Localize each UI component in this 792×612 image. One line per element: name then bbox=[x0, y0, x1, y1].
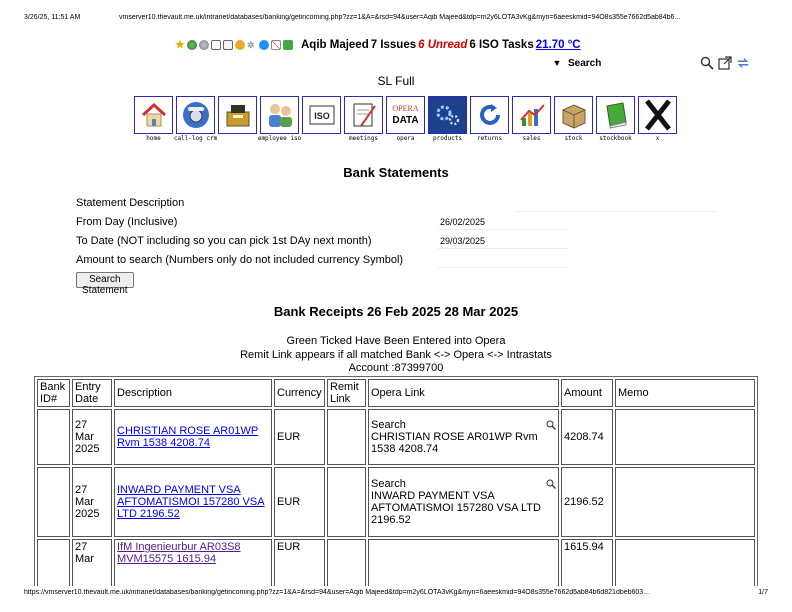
nav-caption: home bbox=[146, 135, 161, 142]
cell-bank-id bbox=[37, 467, 70, 537]
stockbook-icon bbox=[601, 100, 631, 130]
search-icon[interactable] bbox=[546, 479, 556, 489]
cell-memo[interactable] bbox=[615, 467, 755, 537]
cell-amount: 2196.52 bbox=[561, 467, 613, 537]
opera-match-text: CHRISTIAN ROSE AR01WP Rvm 1538 4208.74 bbox=[371, 431, 538, 455]
messenger-icon[interactable] bbox=[259, 40, 269, 50]
col-remit-link[interactable]: Remit Link bbox=[327, 379, 366, 407]
opera-data-icon bbox=[392, 105, 418, 126]
svg-text:ISO: ISO bbox=[313, 111, 330, 121]
cell-entry-date: 27 Mar bbox=[72, 539, 112, 586]
nav-caption: opera bbox=[396, 135, 415, 142]
money-icon[interactable] bbox=[283, 40, 293, 50]
cash-register-icon bbox=[223, 100, 253, 130]
print-footer-url: https://vmserver10.thevault.me.uk/intranet/databases/banking/getincoming.php?zz=1&A=&rsd=94&user=Aqib Majeed&tdp=m2y6LOTA3vKg&myn=6aeeskmid=94O8s355e7662d5ab84b6d821dbeb603... bbox=[24, 589, 650, 596]
receipts-table-container bbox=[34, 376, 758, 586]
cell-entry-date: 27 Mar 2025 bbox=[72, 409, 112, 465]
close-icon bbox=[643, 99, 673, 131]
nav-item-call-log[interactable] bbox=[173, 96, 218, 142]
cell-bank-id bbox=[37, 539, 70, 586]
chevron-down-icon[interactable]: ▼ bbox=[552, 58, 562, 68]
nav-item-opera[interactable] bbox=[386, 96, 425, 142]
table-row bbox=[37, 467, 755, 537]
iso-icon bbox=[307, 100, 337, 130]
nav-item-sales[interactable] bbox=[512, 96, 551, 142]
nav-item-cash[interactable] bbox=[218, 96, 257, 142]
nav-caption: employee iso bbox=[257, 135, 302, 142]
main-navigation bbox=[134, 96, 677, 142]
cell-remit-link bbox=[327, 467, 366, 537]
page-number: 1/7 bbox=[758, 589, 768, 596]
opera-search-box[interactable] bbox=[371, 478, 556, 490]
returns-icon bbox=[475, 100, 505, 130]
receipts-title: Bank Receipts 26 Feb 2025 28 Mar 2025 bbox=[273, 304, 519, 319]
opera-search-label[interactable]: Search bbox=[371, 478, 406, 490]
table-header-row bbox=[37, 379, 755, 407]
cell-amount: 4208.74 bbox=[561, 409, 613, 465]
opera-label: OPERA bbox=[392, 103, 419, 113]
external-link-icon[interactable] bbox=[718, 56, 732, 70]
amount-label: Amount to search (Numbers only do not included currency Symbol) bbox=[76, 254, 404, 266]
issues-count[interactable]: 7 Issues bbox=[370, 39, 417, 51]
print-header bbox=[24, 14, 768, 21]
nav-caption: stock bbox=[564, 135, 583, 142]
meetings-icon bbox=[349, 100, 379, 130]
cell-remit-link bbox=[327, 539, 366, 586]
nav-item-meetings[interactable] bbox=[344, 96, 383, 142]
cell-memo[interactable] bbox=[615, 539, 755, 586]
to-date-label: To Date (NOT including so you can pick 1st DAy next month) bbox=[76, 235, 372, 247]
col-memo[interactable]: Memo bbox=[615, 379, 755, 407]
settings-icon[interactable] bbox=[199, 40, 209, 50]
col-description[interactable]: Description bbox=[114, 379, 272, 407]
col-bank-id[interactable]: Bank ID# bbox=[37, 379, 70, 407]
cell-currency: EUR bbox=[274, 467, 325, 537]
nav-caption: call-log crm bbox=[173, 135, 218, 142]
document-icon[interactable] bbox=[223, 40, 233, 50]
cell-description bbox=[114, 539, 272, 586]
search-icon[interactable] bbox=[700, 56, 714, 70]
data-label: DATA bbox=[392, 114, 419, 126]
info-green-ticked: Green Ticked Have Been Entered into Opera bbox=[286, 335, 506, 347]
search-icon[interactable] bbox=[546, 420, 556, 430]
description-link[interactable]: IfM Ingenieurbur AR03S8 MVM15575 1615.94 bbox=[117, 541, 241, 565]
refresh-arrows-icon[interactable] bbox=[736, 56, 750, 70]
from-date-field[interactable] bbox=[438, 215, 568, 230]
opera-search-label[interactable]: Search bbox=[371, 419, 406, 431]
nav-item-iso[interactable] bbox=[302, 96, 341, 142]
amount-field[interactable] bbox=[438, 253, 568, 268]
print-footer bbox=[24, 589, 768, 596]
cell-entry-date: 27 Mar 2025 bbox=[72, 467, 112, 537]
cell-remit-link bbox=[327, 409, 366, 465]
iso-tasks-count[interactable]: 6 ISO Tasks bbox=[469, 39, 534, 51]
cell-memo[interactable] bbox=[615, 409, 755, 465]
sparkle-icon[interactable]: ✲ bbox=[247, 40, 255, 50]
search-statement-button[interactable]: Search Statement bbox=[76, 272, 134, 288]
description-label: Statement Description bbox=[76, 197, 185, 209]
print-url: vmserver10.thevault.me.uk/intranet/databases/banking/getincoming.php?zz=1&A=&rsd=94&user=Aqib Majeed&tdp=m2y6LOTA3vKg&myn=6aeeskmid=94O8s355e7662d5ab84b6... bbox=[119, 14, 681, 21]
nav-item-home[interactable] bbox=[134, 96, 173, 142]
cell-description bbox=[114, 409, 272, 465]
products-icon bbox=[433, 100, 463, 130]
description-field[interactable] bbox=[516, 197, 716, 212]
col-amount[interactable]: Amount bbox=[561, 379, 613, 407]
help-icon[interactable] bbox=[235, 40, 245, 50]
stock-icon bbox=[559, 100, 589, 130]
search-input[interactable] bbox=[566, 56, 696, 70]
user-status-bar bbox=[175, 37, 625, 53]
nav-item-employee[interactable] bbox=[257, 96, 302, 142]
search-row bbox=[548, 55, 750, 71]
table-row bbox=[37, 409, 755, 465]
cell-currency: EUR bbox=[274, 409, 325, 465]
nav-caption: sales bbox=[522, 135, 541, 142]
employees-icon bbox=[265, 100, 295, 130]
sales-icon bbox=[517, 100, 547, 130]
description-link[interactable]: INWARD PAYMENT VSA AFTOMATISMOI 157280 VSA LTD 2196.52 bbox=[117, 484, 265, 520]
nav-item-close[interactable] bbox=[638, 96, 677, 142]
col-entry-date[interactable]: Entry Date bbox=[72, 379, 112, 407]
company-name: SL Full bbox=[377, 74, 415, 88]
to-date-field[interactable] bbox=[438, 234, 568, 249]
nav-item-products[interactable] bbox=[428, 96, 467, 142]
nav-caption: stockbook bbox=[599, 135, 632, 142]
user-name: Aqib Majeed bbox=[301, 39, 369, 51]
star-icon[interactable]: ★ bbox=[175, 39, 185, 51]
description-link[interactable]: CHRISTIAN ROSE AR01WP Rvm 1538 4208.74 bbox=[117, 425, 259, 449]
info-account: Account :87399700 bbox=[348, 362, 444, 374]
cell-opera-link bbox=[368, 467, 559, 537]
page-title: Bank Statements bbox=[343, 165, 449, 180]
nav-caption: x bbox=[655, 135, 660, 142]
unread-count[interactable]: 6 Unread bbox=[418, 39, 468, 51]
chart-icon[interactable] bbox=[271, 40, 281, 50]
nav-caption: returns bbox=[476, 135, 503, 142]
temperature-link[interactable]: 21.70 °C bbox=[535, 39, 581, 51]
cell-bank-id bbox=[37, 409, 70, 465]
cell-opera-link bbox=[368, 409, 559, 465]
cell-description bbox=[114, 467, 272, 537]
globe-icon[interactable] bbox=[187, 40, 197, 50]
nav-caption: meetings bbox=[349, 135, 378, 142]
opera-search-box[interactable] bbox=[371, 419, 556, 431]
cell-amount: 1615.94 bbox=[561, 539, 613, 586]
nav-item-stockbook[interactable] bbox=[596, 96, 635, 142]
calendar-icon[interactable] bbox=[211, 40, 221, 50]
receipts-table bbox=[34, 376, 758, 586]
cell-opera-link bbox=[368, 539, 559, 586]
table-row bbox=[37, 539, 755, 586]
nav-caption: products bbox=[433, 135, 462, 142]
col-currency[interactable]: Currency bbox=[274, 379, 325, 407]
print-datetime: 3/26/25, 11:51 AM bbox=[24, 14, 81, 21]
telephone-icon bbox=[181, 100, 211, 130]
nav-item-returns[interactable] bbox=[470, 96, 509, 142]
from-date-label: From Day (Inclusive) bbox=[76, 216, 178, 228]
col-opera-link[interactable]: Opera Link bbox=[368, 379, 559, 407]
opera-match-text: INWARD PAYMENT VSA AFTOMATISMOI 157280 VSA LTD 2196.52 bbox=[371, 490, 541, 526]
cell-currency: EUR bbox=[274, 539, 325, 586]
nav-item-stock[interactable] bbox=[554, 96, 593, 142]
info-remit-link: Remit Link appears if all matched Bank <-> Opera <-> Intrastats bbox=[240, 349, 552, 361]
home-icon bbox=[139, 100, 169, 130]
